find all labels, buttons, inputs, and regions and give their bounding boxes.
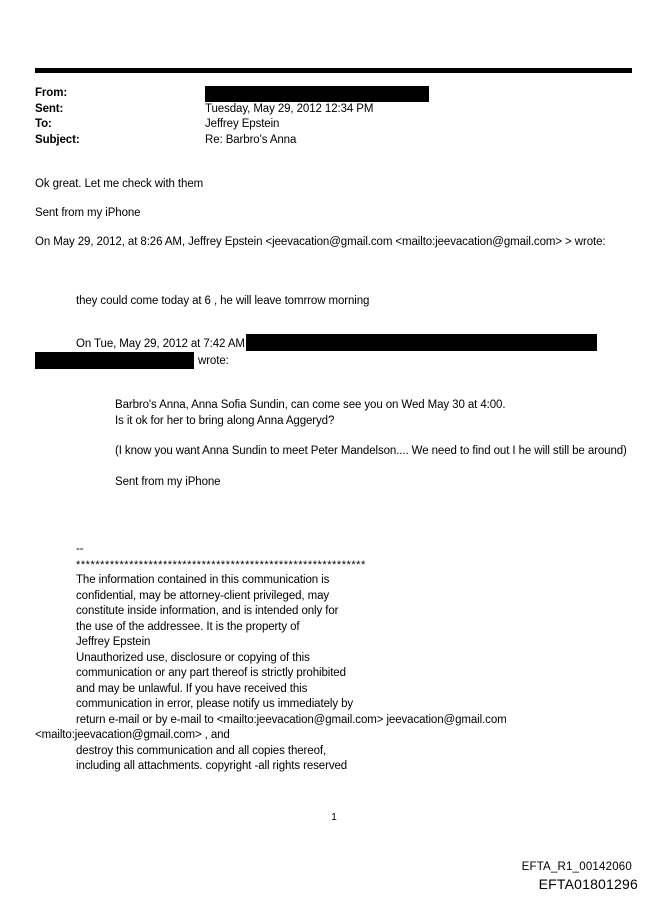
header-value-from: [205, 86, 429, 103]
header-row-from: [35, 86, 635, 102]
email-header-block: [35, 86, 635, 148]
quote3-line-1: Barbro's Anna, Anna Sofia Sundin, can come see you on Wed May 30 at 4:00.: [115, 399, 506, 411]
page-number: 1: [331, 812, 337, 823]
quote3-line-3: (I know you want Anna Sundin to meet Peter Mandelson.... We need to find out I he will still be around): [115, 445, 627, 457]
header-row-sent: [35, 102, 635, 118]
quoted-attribution-level2: On Tue, May 29, 2012 at 7:42 AM: [76, 338, 245, 350]
header-label-to: To:: [35, 118, 52, 130]
quoted-message-level1: they could come today at 6 , he will leave tomrrow morning: [76, 295, 370, 307]
disclaimer-line-9: communication in error, please notify us immediately by: [76, 698, 354, 710]
disclaimer-line-1: The information contained in this communication is: [76, 574, 330, 586]
quoted-message-level3: [115, 398, 627, 490]
bates-stamp-primary: EFTA_R1_00142060: [521, 861, 632, 873]
quote3-line-2: Is it ok for her to bring along Anna Aggeryd?: [115, 414, 335, 427]
quote3-spacer-2: [115, 460, 627, 475]
bates-stamp-secondary: EFTA01801296: [538, 876, 638, 892]
quoted-attribution-wrote: wrote:: [198, 355, 229, 367]
quote3-spacer-1: [115, 429, 627, 444]
disclaimer-line-4: the use of the addressee. It is the property of: [76, 620, 300, 633]
body-line-signature: Sent from my iPhone: [35, 207, 141, 219]
header-rule: [35, 68, 632, 73]
header-label-from: From:: [35, 87, 68, 99]
header-row-subject: [35, 133, 635, 149]
disclaimer-dashes: --: [76, 543, 84, 555]
disclaimer-star-divider: ************************************************************: [76, 558, 366, 571]
header-value-sent: Tuesday, May 29, 2012 12:34 PM: [205, 102, 374, 115]
disclaimer-line-11: destroy this communication and all copies thereof,: [76, 744, 327, 757]
disclaimer-line-12: including all attachments. copyright -all rights reserved: [76, 760, 348, 772]
redaction-bar-sender: [246, 334, 597, 351]
disclaimer-line-10: return e-mail or by e-mail to <mailto:jeevacation@gmail.com> jeevacation@gmail.com: [76, 713, 507, 726]
disclaimer-line-2: confidential, may be attorney-client privileged, may: [76, 589, 330, 602]
confidentiality-disclaimer: [35, 542, 507, 775]
disclaimer-line-outdent: <mailto:jeevacation@gmail.com> , and: [35, 729, 230, 741]
disclaimer-line-8: and may be unlawful. If you have received this: [76, 682, 308, 695]
header-value-subject: Re: Barbro's Anna: [205, 133, 297, 146]
header-value-to: Jeffrey Epstein: [205, 118, 280, 130]
redaction-bar-sender-continued: [35, 352, 194, 369]
quote3-line-4: Sent from my iPhone: [115, 475, 221, 488]
body-line-quote-attribution: On May 29, 2012, at 8:26 AM, Jeffrey Epstein <jeevacation@gmail.com <mailto:jeevacation@gmail.com> > wrote:: [35, 236, 606, 248]
header-label-subject: Subject:: [35, 133, 80, 146]
disclaimer-line-6: Unauthorized use, disclosure or copying of this: [76, 651, 310, 664]
disclaimer-line-7: communication or any part thereof is strictly prohibited: [76, 667, 346, 679]
disclaimer-line-3: constitute inside information, and is intended only for: [76, 605, 339, 617]
body-line-greeting: Ok great. Let me check with them: [35, 178, 204, 190]
redaction-bar-from: [205, 86, 429, 102]
header-row-to: [35, 117, 635, 133]
header-label-sent: Sent:: [35, 102, 64, 115]
disclaimer-line-5: Jeffrey Epstein: [76, 636, 151, 648]
